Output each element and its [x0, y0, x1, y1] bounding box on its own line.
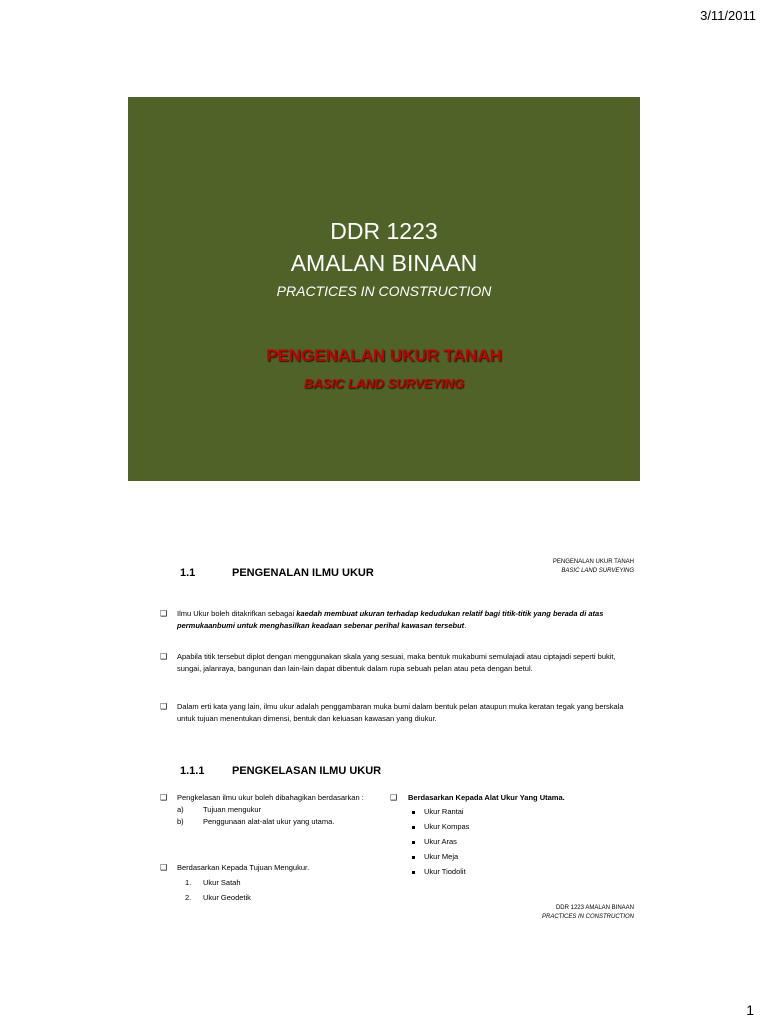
- list-item-text: Tujuan mengukur: [203, 805, 262, 814]
- bullet-text-post: .: [464, 621, 467, 630]
- footer-line2: PRACTICES IN CONSTRUCTION: [541, 914, 634, 920]
- checkbox-bullet-icon: ❑: [160, 652, 168, 661]
- instrument-intro: Berdasarkan Kepada Alat Ukur Yang Utama.: [408, 793, 565, 802]
- list-item: [412, 866, 638, 878]
- list-item: [412, 821, 638, 833]
- purpose-intro: Berdasarkan Kepada Tujuan Mengukur.: [177, 863, 310, 872]
- purpose-left-column: [160, 862, 387, 904]
- section-number: 1.1.1: [180, 765, 205, 777]
- square-bullet-icon: [412, 871, 415, 874]
- list-item-text: Ukur Rantai: [424, 807, 464, 816]
- header-line1: PENGENALAN UKUR TANAH: [552, 559, 634, 565]
- instrument-right-column: [390, 792, 638, 881]
- list-item: [177, 892, 387, 904]
- list-item-text: Penggunaan alat-alat ukur yang utama.: [203, 817, 335, 826]
- topic-subtitle: BASIC LAND SURVEYING: [303, 376, 465, 391]
- list-item: [177, 877, 387, 889]
- bullet-text-emphasis: kaedah membuat ukuran terhadap kedudukan relatif bagi titik-titik yang berada di atas permukaanbumi untuk menghasilkan keadaan sebenar perihal kawasan tersebut: [177, 609, 604, 630]
- checkbox-bullet-icon: ❑: [390, 793, 398, 802]
- checkbox-bullet-icon: ❑: [160, 702, 168, 711]
- bullet-text: Dalam erti kata yang lain, ilmu ukur adalah penggambaran muka bumi dalam bentuk pelan ataupun muka keratan tegak yang berskala untuk tujuan menentukan dimensi, bentuk dan keluasan kawasan yang diukur.: [177, 702, 624, 723]
- section-title: PENGKELASAN ILMU UKUR: [232, 765, 382, 777]
- list-item-text: Ukur Aras: [424, 837, 457, 846]
- checkbox-bullet-icon: ❑: [160, 793, 168, 802]
- list-item: [177, 816, 387, 828]
- slide-footer: [542, 904, 634, 922]
- square-bullet-icon: [412, 811, 415, 814]
- bullet-plotting: [160, 651, 637, 675]
- list-item-text: Ukur Meja: [424, 852, 459, 861]
- list-item-text: Ukur Satah: [203, 878, 241, 887]
- topic-title: PENGENALAN UKUR TANAH: [266, 346, 502, 365]
- course-title: AMALAN BINAAN: [290, 250, 478, 276]
- bullet-text-pre: Ilmu Ukur boleh ditakrifkan sebagai: [177, 609, 297, 618]
- list-item-label: 2.: [185, 893, 192, 902]
- list-item-text: Ukur Kompas: [424, 822, 470, 831]
- bullet-text: Apabila titik tersebut diplot dengan menggunakan skala yang sesuai, maka bentuk mukabumi semulajadi atau ciptajadi seperti bukit, sungai, jalanraya, bangunan dan lain-lain dapat dibentuk dalam rupa sebuah pelan atau peta dengan betul.: [177, 652, 616, 673]
- checkbox-bullet-icon: ❑: [160, 863, 168, 872]
- classification-left-column: [160, 792, 387, 828]
- list-item-text: Ukur Geodetik: [203, 893, 251, 902]
- section-number: 1.1: [180, 567, 196, 579]
- course-code: DDR 1223: [330, 218, 438, 244]
- section-heading-1-1-1: [180, 765, 381, 777]
- list-item: [177, 804, 387, 816]
- header-line2: BASIC LAND SURVEYING: [561, 568, 634, 574]
- page-number: 1: [746, 1002, 754, 1018]
- square-bullet-icon: [412, 841, 415, 844]
- footer-line1: DDR 1223 AMALAN BINAAN: [555, 905, 634, 911]
- section-heading-1-1: [180, 567, 374, 579]
- classification-intro: Pengkelasan ilmu ukur boleh dibahagikan berdasarkan :: [177, 793, 364, 802]
- slide-header: [553, 558, 634, 576]
- course-subtitle: PRACTICES IN CONSTRUCTION: [276, 283, 492, 299]
- list-item-label: b): [177, 817, 184, 826]
- list-item: [412, 806, 638, 818]
- content-slide: [128, 550, 640, 934]
- title-slide: [128, 97, 640, 481]
- square-bullet-icon: [412, 856, 415, 859]
- list-item-text: Ukur Tiodolit: [424, 867, 466, 876]
- square-bullet-icon: [412, 826, 415, 829]
- section-title: PENGENALAN ILMU UKUR: [232, 567, 374, 579]
- checkbox-bullet-icon: ❑: [160, 609, 168, 618]
- bullet-description: [160, 701, 637, 725]
- list-item-label: 1.: [185, 878, 192, 887]
- page-date: 3/11/2011: [700, 8, 756, 23]
- list-item: [412, 836, 638, 848]
- bullet-definition: [160, 608, 637, 632]
- list-item: [412, 851, 638, 863]
- list-item-label: a): [177, 805, 184, 814]
